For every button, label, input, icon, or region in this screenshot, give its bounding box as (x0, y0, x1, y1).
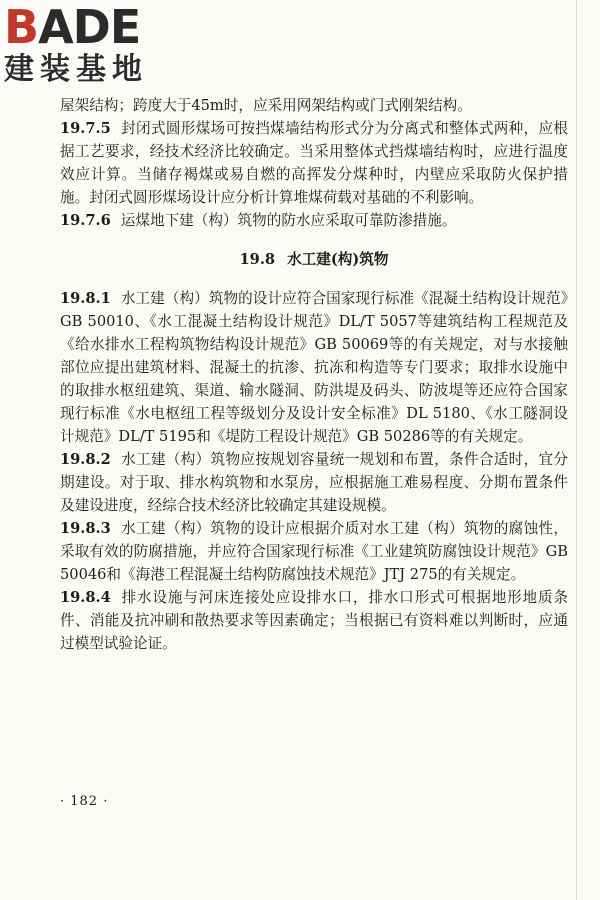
document-body (60, 94, 568, 655)
bade-logo (4, 0, 176, 94)
logo-word-rest: ADE (38, 0, 141, 54)
clause-19-8-3 (60, 517, 568, 586)
clause-text: 排水设施与河床连接处应设排水口，排水口形式可根据地形地质条件、消能及抗冲刷和散热要求等因素确定；当根据已有资料难以判断时，应通过模型试验论证。 (60, 589, 568, 652)
section-title: 水工建(构)筑物 (287, 251, 389, 268)
clause-number: 19.8.1 (60, 290, 111, 307)
clause-number: 19.7.6 (60, 212, 111, 229)
logo-subtitle: 建装基地 (4, 52, 148, 87)
section-number: 19.8 (239, 251, 276, 268)
clause-text: 水工建（构）筑物的设计应根据介质对水工建（构）筑物的腐蚀性，采取有效的防腐措施，并应符合国家现行标准《工业建筑防腐蚀设计规范》GB 50046和《海港工程混凝土结构防腐蚀技术规范》JTJ 275的有关规定。 (60, 520, 568, 583)
clause-19-8-1 (60, 287, 568, 448)
clause-number: 19.8.2 (60, 451, 111, 468)
clause-number: 19.8.3 (60, 520, 111, 537)
clause-19-7-6 (60, 209, 568, 232)
clause-number: 19.8.4 (60, 589, 111, 606)
scan-edge-line (576, 0, 577, 900)
page-number: · 182 · (60, 794, 109, 809)
clause-text: 水工建（构）筑物应按规划容量统一规划和布置，条件合适时，宜分期建设。对于取、排水构筑物和水泵房，应根据施工难易程度、分期布置条件及建设进度，经综合技术经济比较确定其建设规模。 (60, 451, 568, 514)
section-heading (60, 248, 568, 271)
clause-text: 封闭式圆形煤场可按挡煤墙结构形式分为分离式和整体式两种，应根据工艺要求，经技术经济比较确定。当采用整体式挡煤墙结构时，应进行温度效应计算。当储存褐煤或易自燃的高挥发分煤种时，内壁应采取防火保护措施。封闭式圆形煤场设计应分析计算堆煤荷载对基础的不利影响。 (60, 120, 568, 206)
paragraph-text: 屋架结构；跨度大于45m时，应采用网架结构或门式刚架结构。 (60, 97, 472, 114)
clause-19-8-2 (60, 448, 568, 517)
clause-number: 19.7.5 (60, 120, 111, 137)
clause-19-8-4 (60, 586, 568, 655)
clause-text: 运煤地下建（构）筑物的防水应采取可靠防渗措施。 (120, 212, 457, 229)
clause-text: 水工建（构）筑物的设计应符合国家现行标准《混凝土结构设计规范》GB 50010、《水工混凝土结构设计规范》DL/T 5057等建筑结构工程规范及《给水排水工程构筑物结构设计规范》GB 50069等的有关规定，对与水接触部位应提出建筑材料、混凝土的抗渗、抗冻和构造等专门要求；取排水设施中的取排水枢纽建筑、渠道、输水隧洞、防洪堤及码头、防波堤等还应符合国家现行标准《水电枢纽工程等级划分及设计安全标准》DL 5180、《水工隧洞设计规范》DL/T 5195和《堤防工程设计规范》GB 50286等的有关规定。 (60, 290, 568, 445)
clause-19-7-5 (60, 117, 568, 209)
paragraph-continuation (60, 94, 568, 117)
logo-wordmark (4, 0, 176, 54)
logo-accent-letter: B (4, 0, 39, 54)
